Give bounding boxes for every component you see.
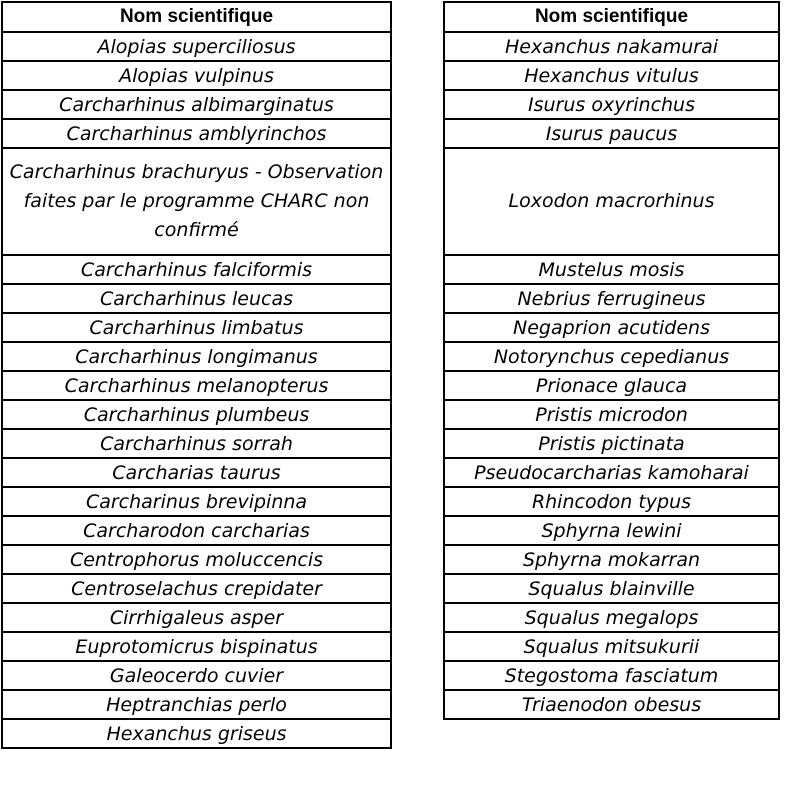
species-cell: Pristis microdon: [444, 400, 779, 429]
table-row: [2, 255, 391, 284]
species-cell: Notorynchus cepedianus: [444, 342, 779, 371]
species-cell-note: Carcharhinus brachuryus - Observation faites par le programme CHARC non confirmé: [2, 148, 391, 255]
table-row: [2, 371, 391, 400]
species-cell: Prionace glauca: [444, 371, 779, 400]
species-cell: Carcharhinus sorrah: [2, 429, 391, 458]
species-cell: Pseudocarcharias kamoharai: [444, 458, 779, 487]
table-row: [2, 148, 391, 255]
species-cell: Carcharhinus melanopterus: [2, 371, 391, 400]
species-cell: Squalus blainville: [444, 574, 779, 603]
table-row: [2, 516, 391, 545]
table-row: [444, 458, 779, 487]
species-cell: Alopias superciliosus: [2, 32, 391, 61]
table-row: [2, 32, 391, 61]
table-header-row: [2, 2, 391, 32]
species-cell: Hexanchus griseus: [2, 719, 391, 748]
species-cell: Carcharhinus leucas: [2, 284, 391, 313]
table-row: [444, 690, 779, 719]
species-table-left: [1, 1, 392, 749]
species-cell: Carcharhinus longimanus: [2, 342, 391, 371]
species-cell: Hexanchus vitulus: [444, 61, 779, 90]
table-row: [444, 632, 779, 661]
species-cell: Isurus oxyrinchus: [444, 90, 779, 119]
species-cell: Carcharhinus albimarginatus: [2, 90, 391, 119]
table-row: [444, 603, 779, 632]
species-cell: Stegostoma fasciatum: [444, 661, 779, 690]
table-row: [2, 661, 391, 690]
species-cell: Pristis pictinata: [444, 429, 779, 458]
table-row: [2, 119, 391, 148]
table-row: [444, 429, 779, 458]
table-row: [444, 545, 779, 574]
species-cell: Carcharhinus amblyrinchos: [2, 119, 391, 148]
table-row: [2, 545, 391, 574]
table-row: [2, 458, 391, 487]
table-row: [444, 400, 779, 429]
table-row: [2, 400, 391, 429]
table-row: [2, 61, 391, 90]
species-cell: Loxodon macrorhinus: [444, 148, 779, 255]
table-row: [2, 342, 391, 371]
species-cell: Euprotomicrus bispinatus: [2, 632, 391, 661]
table-row: [2, 690, 391, 719]
species-cell: Isurus paucus: [444, 119, 779, 148]
table-row: [2, 632, 391, 661]
table-row: [2, 574, 391, 603]
table-row: [2, 90, 391, 119]
table-row: [444, 61, 779, 90]
column-header-scientific-name: Nom scientifique: [444, 2, 779, 32]
species-cell: Squalus mitsukurii: [444, 632, 779, 661]
table-row: [444, 90, 779, 119]
species-cell: Rhincodon typus: [444, 487, 779, 516]
species-cell: Carcharodon carcharias: [2, 516, 391, 545]
species-cell: Carcharhinus falciformis: [2, 255, 391, 284]
table-row: [444, 342, 779, 371]
species-cell: Centroselachus crepidater: [2, 574, 391, 603]
species-cell: Carcharhinus plumbeus: [2, 400, 391, 429]
species-cell: Centrophorus moluccencis: [2, 545, 391, 574]
table-row: [2, 284, 391, 313]
species-table-right: [443, 1, 780, 720]
species-cell: Hexanchus nakamurai: [444, 32, 779, 61]
species-cell: Nebrius ferrugineus: [444, 284, 779, 313]
table-row: [444, 487, 779, 516]
species-cell: Carcharhinus limbatus: [2, 313, 391, 342]
table-row: [2, 603, 391, 632]
table-row: [444, 371, 779, 400]
species-cell: Cirrhigaleus asper: [2, 603, 391, 632]
table-row: [444, 284, 779, 313]
species-cell: Squalus megalops: [444, 603, 779, 632]
species-cell: Heptranchias perlo: [2, 690, 391, 719]
table-row: [444, 119, 779, 148]
table-row: [444, 516, 779, 545]
table-row: [444, 32, 779, 61]
table-row: [444, 313, 779, 342]
table-row: [444, 148, 779, 255]
species-cell: Galeocerdo cuvier: [2, 661, 391, 690]
species-cell: Sphyrna lewini: [444, 516, 779, 545]
species-cell: Negaprion acutidens: [444, 313, 779, 342]
species-cell: Alopias vulpinus: [2, 61, 391, 90]
table-row: [2, 313, 391, 342]
table-row: [444, 255, 779, 284]
table-row: [2, 719, 391, 748]
table-row: [444, 574, 779, 603]
species-cell: Sphyrna mokarran: [444, 545, 779, 574]
species-cell: Carcharinus brevipinna: [2, 487, 391, 516]
species-cell: Mustelus mosis: [444, 255, 779, 284]
column-header-scientific-name: Nom scientifique: [2, 2, 391, 32]
table-row: [2, 429, 391, 458]
species-cell: Triaenodon obesus: [444, 690, 779, 719]
species-cell: Carcharias taurus: [2, 458, 391, 487]
table-row: [2, 487, 391, 516]
table-row: [444, 661, 779, 690]
table-header-row: [444, 2, 779, 32]
